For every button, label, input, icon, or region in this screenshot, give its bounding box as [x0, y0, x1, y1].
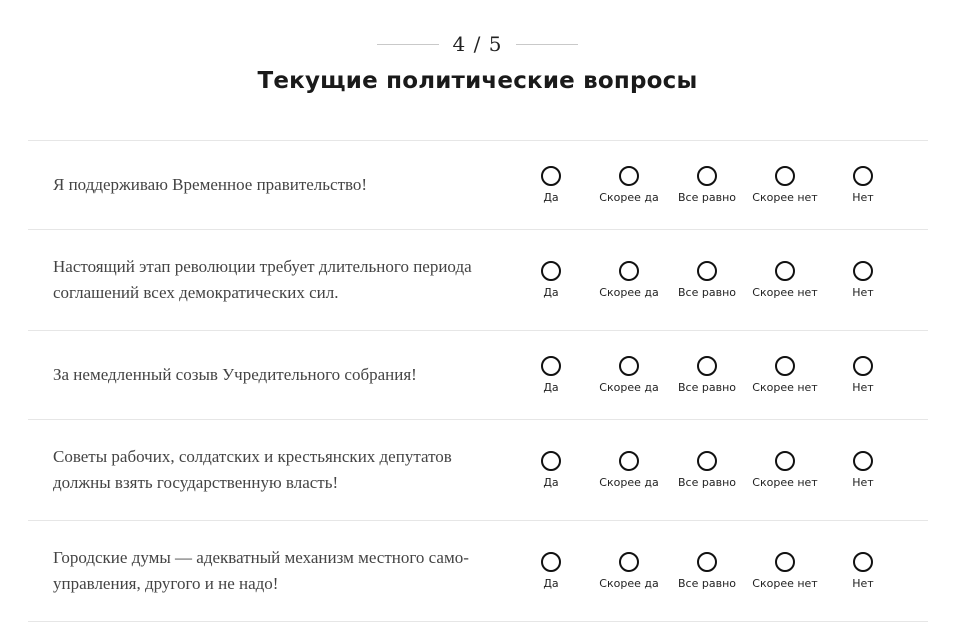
radio-button[interactable] — [853, 356, 873, 376]
radio-button[interactable] — [775, 451, 795, 471]
question-text: За немедленный созыв Учредительного собрания! — [53, 365, 417, 384]
radio-button[interactable] — [775, 356, 795, 376]
option-no[interactable] — [824, 166, 902, 204]
option-indifferent[interactable] — [668, 552, 746, 590]
progress-line-left — [377, 44, 439, 45]
option-label: Нет — [852, 381, 874, 394]
option-label: Нет — [852, 577, 874, 590]
option-yes[interactable] — [512, 356, 590, 394]
option-label: Нет — [852, 191, 874, 204]
option-label: Все равно — [678, 577, 736, 590]
question-text: Советы рабочих, солдатских и крестьянских депутатов должны взять государственную власть! — [53, 447, 452, 492]
option-rather-yes[interactable] — [590, 552, 668, 590]
option-label: Все равно — [678, 476, 736, 489]
question-row — [28, 141, 928, 230]
radio-button[interactable] — [853, 261, 873, 281]
questions-list — [28, 140, 928, 622]
question-text: Я поддерживаю Временное правительство! — [53, 175, 368, 194]
option-label: Все равно — [678, 191, 736, 204]
option-label: Да — [543, 286, 559, 299]
option-label: Скорее нет — [752, 191, 818, 204]
option-rather-no[interactable] — [746, 166, 824, 204]
option-label: Да — [543, 381, 559, 394]
answer-options — [512, 356, 902, 394]
option-rather-no[interactable] — [746, 451, 824, 489]
radio-button[interactable] — [853, 451, 873, 471]
option-label: Да — [543, 191, 559, 204]
radio-button[interactable] — [541, 261, 561, 281]
radio-button[interactable] — [619, 451, 639, 471]
option-label: Все равно — [678, 286, 736, 299]
radio-button[interactable] — [775, 261, 795, 281]
option-yes[interactable] — [512, 451, 590, 489]
option-label: Нет — [852, 286, 874, 299]
radio-button[interactable] — [697, 261, 717, 281]
option-label: Скорее да — [599, 577, 659, 590]
option-rather-yes[interactable] — [590, 451, 668, 489]
option-yes[interactable] — [512, 261, 590, 299]
option-label: Нет — [852, 476, 874, 489]
option-no[interactable] — [824, 451, 902, 489]
option-label: Скорее нет — [752, 381, 818, 394]
progress-indicator — [0, 30, 955, 58]
answer-options — [512, 451, 902, 489]
option-label: Скорее да — [599, 286, 659, 299]
option-label: Все равно — [678, 381, 736, 394]
option-label: Скорее да — [599, 381, 659, 394]
option-indifferent[interactable] — [668, 356, 746, 394]
option-rather-yes[interactable] — [590, 166, 668, 204]
option-label: Скорее нет — [752, 286, 818, 299]
radio-button[interactable] — [619, 261, 639, 281]
section-title: Текущие политические вопросы — [257, 68, 698, 94]
option-yes[interactable] — [512, 166, 590, 204]
radio-button[interactable] — [619, 166, 639, 186]
radio-button[interactable] — [619, 552, 639, 572]
option-indifferent[interactable] — [668, 166, 746, 204]
question-row — [28, 230, 928, 331]
answer-options — [512, 552, 902, 590]
radio-button[interactable] — [541, 451, 561, 471]
progress-line-right — [516, 44, 578, 45]
radio-button[interactable] — [541, 552, 561, 572]
radio-button[interactable] — [619, 356, 639, 376]
question-row — [28, 331, 928, 420]
option-label: Скорее да — [599, 191, 659, 204]
option-label: Скорее нет — [752, 577, 818, 590]
question-row — [28, 420, 928, 521]
question-text: Настоящий этап революции требует длительного периода соглашений всех демократических сил. — [53, 257, 472, 302]
answer-options — [512, 166, 902, 204]
option-rather-no[interactable] — [746, 552, 824, 590]
question-row — [28, 521, 928, 622]
option-indifferent[interactable] — [668, 261, 746, 299]
option-label: Скорее да — [599, 476, 659, 489]
option-rather-no[interactable] — [746, 261, 824, 299]
option-indifferent[interactable] — [668, 451, 746, 489]
option-label: Да — [543, 577, 559, 590]
option-no[interactable] — [824, 552, 902, 590]
option-rather-yes[interactable] — [590, 356, 668, 394]
radio-button[interactable] — [853, 552, 873, 572]
option-rather-no[interactable] — [746, 356, 824, 394]
option-no[interactable] — [824, 261, 902, 299]
radio-button[interactable] — [697, 166, 717, 186]
radio-button[interactable] — [697, 451, 717, 471]
radio-button[interactable] — [853, 166, 873, 186]
radio-button[interactable] — [775, 552, 795, 572]
quiz-header — [0, 0, 955, 130]
radio-button[interactable] — [775, 166, 795, 186]
option-label: Скорее нет — [752, 476, 818, 489]
option-no[interactable] — [824, 356, 902, 394]
answer-options — [512, 261, 902, 299]
radio-button[interactable] — [697, 356, 717, 376]
radio-button[interactable] — [541, 166, 561, 186]
radio-button[interactable] — [697, 552, 717, 572]
question-text: Городские думы — адекватный механизм местного само-управления, другого и не надо! — [53, 548, 469, 593]
option-rather-yes[interactable] — [590, 261, 668, 299]
radio-button[interactable] — [541, 356, 561, 376]
option-yes[interactable] — [512, 552, 590, 590]
progress-counter: 4 / 5 — [452, 32, 503, 56]
option-label: Да — [543, 476, 559, 489]
